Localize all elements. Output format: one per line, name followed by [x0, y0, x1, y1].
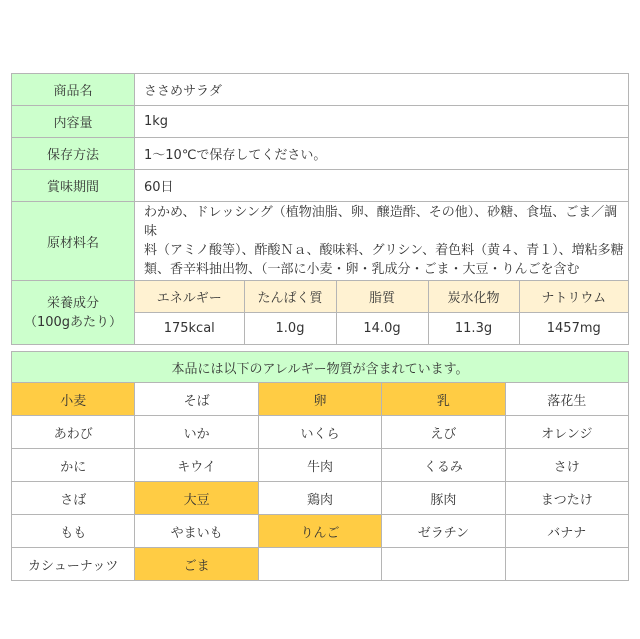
- allergen-cell: キウイ: [135, 449, 258, 482]
- allergen-cell: 牛肉: [258, 449, 381, 482]
- product-name-label: 商品名: [12, 74, 135, 106]
- expiry-label: 賞味期間: [12, 170, 135, 202]
- allergen-cell: さけ: [505, 449, 628, 482]
- allergy-row: [12, 449, 629, 482]
- allergy-row: [12, 515, 629, 548]
- nutrition-label-line2: （100gあたり）: [23, 314, 123, 330]
- expiry-value: 60日: [135, 170, 629, 202]
- allergy-header-row: [12, 352, 629, 383]
- allergen-cell: やまいも: [135, 515, 258, 548]
- allergen-cell: まつたけ: [505, 482, 628, 515]
- allergy-grid: [12, 383, 629, 581]
- allergy-table: [11, 351, 629, 581]
- ingredients-line: 類、香辛料抽出物、（一部に小麦・卵・乳成分・ごま・大豆・りんごを含む: [144, 262, 580, 277]
- allergen-cell: 卵: [258, 383, 381, 416]
- allergen-cell: オレンジ: [505, 416, 628, 449]
- allergy-row: [12, 482, 629, 515]
- nutrition-value-carbs: 11.3g: [428, 313, 519, 345]
- product-name-value: ささめサラダ: [135, 74, 629, 106]
- ingredients-line: 料（アミノ酸等）、酢酸Ｎａ、酸味料、グリシン、着色料（黄４、青１）、増粘多糖: [144, 243, 624, 258]
- nutrition-row: [12, 281, 629, 345]
- nutrition-value-row: [135, 313, 628, 345]
- allergy-row: [12, 383, 629, 416]
- allergen-cell: 乳: [382, 383, 505, 416]
- nutrition-table: [135, 281, 628, 344]
- allergen-cell: りんご: [258, 515, 381, 548]
- content-label: 内容量: [12, 106, 135, 138]
- allergen-cell: 鶏肉: [258, 482, 381, 515]
- allergen-cell: いか: [135, 416, 258, 449]
- ingredients-row: [12, 202, 629, 281]
- allergen-empty-cell: [505, 548, 628, 581]
- nutrition-value-sodium: 1457mg: [519, 313, 628, 345]
- ingredients-line: わかめ、ドレッシング（植物油脂、卵、醸造酢、その他）、砂糖、食塩、ごま／調味: [144, 205, 618, 239]
- allergen-cell: バナナ: [505, 515, 628, 548]
- allergen-cell: ごま: [135, 548, 258, 581]
- allergen-cell: いくら: [258, 416, 381, 449]
- content-row: [12, 106, 629, 138]
- nutrition-label: [12, 281, 135, 345]
- nutrition-header-row: [135, 281, 628, 313]
- allergen-cell: そば: [135, 383, 258, 416]
- allergen-cell: あわび: [12, 416, 135, 449]
- nutrition-header-carbs: 炭水化物: [428, 281, 519, 313]
- allergy-row: [12, 548, 629, 581]
- ingredients-label: 原材料名: [12, 202, 135, 281]
- allergen-cell: 落花生: [505, 383, 628, 416]
- product-name-row: [12, 74, 629, 106]
- allergen-cell: 小麦: [12, 383, 135, 416]
- allergy-row: [12, 416, 629, 449]
- nutrition-value-fat: 14.0g: [336, 313, 428, 345]
- nutrition-cell: [135, 281, 629, 345]
- nutrition-header-protein: たんぱく質: [244, 281, 336, 313]
- allergen-cell: くるみ: [382, 449, 505, 482]
- nutrition-header-fat: 脂質: [336, 281, 428, 313]
- storage-value: 1～10℃で保存してください。: [135, 138, 629, 170]
- storage-row: [12, 138, 629, 170]
- allergen-empty-cell: [258, 548, 381, 581]
- nutrition-header-sodium: ナトリウム: [519, 281, 628, 313]
- product-info-table: [11, 73, 629, 345]
- allergy-title: 本品には以下のアレルギー物質が含まれています。: [12, 352, 629, 383]
- allergen-cell: もも: [12, 515, 135, 548]
- nutrition-header-energy: エネルギー: [135, 281, 244, 313]
- content-value: 1kg: [135, 106, 629, 138]
- allergen-empty-cell: [382, 548, 505, 581]
- expiry-row: [12, 170, 629, 202]
- allergen-cell: 大豆: [135, 482, 258, 515]
- allergen-cell: かに: [12, 449, 135, 482]
- nutrition-label-line1: 栄養成分: [46, 295, 99, 311]
- storage-label: 保存方法: [12, 138, 135, 170]
- allergen-cell: 豚肉: [382, 482, 505, 515]
- allergen-cell: ゼラチン: [382, 515, 505, 548]
- allergen-cell: カシューナッツ: [12, 548, 135, 581]
- allergen-cell: えび: [382, 416, 505, 449]
- allergen-cell: さば: [12, 482, 135, 515]
- nutrition-value-protein: 1.0g: [244, 313, 336, 345]
- ingredients-value: [135, 202, 629, 281]
- nutrition-value-energy: 175kcal: [135, 313, 244, 345]
